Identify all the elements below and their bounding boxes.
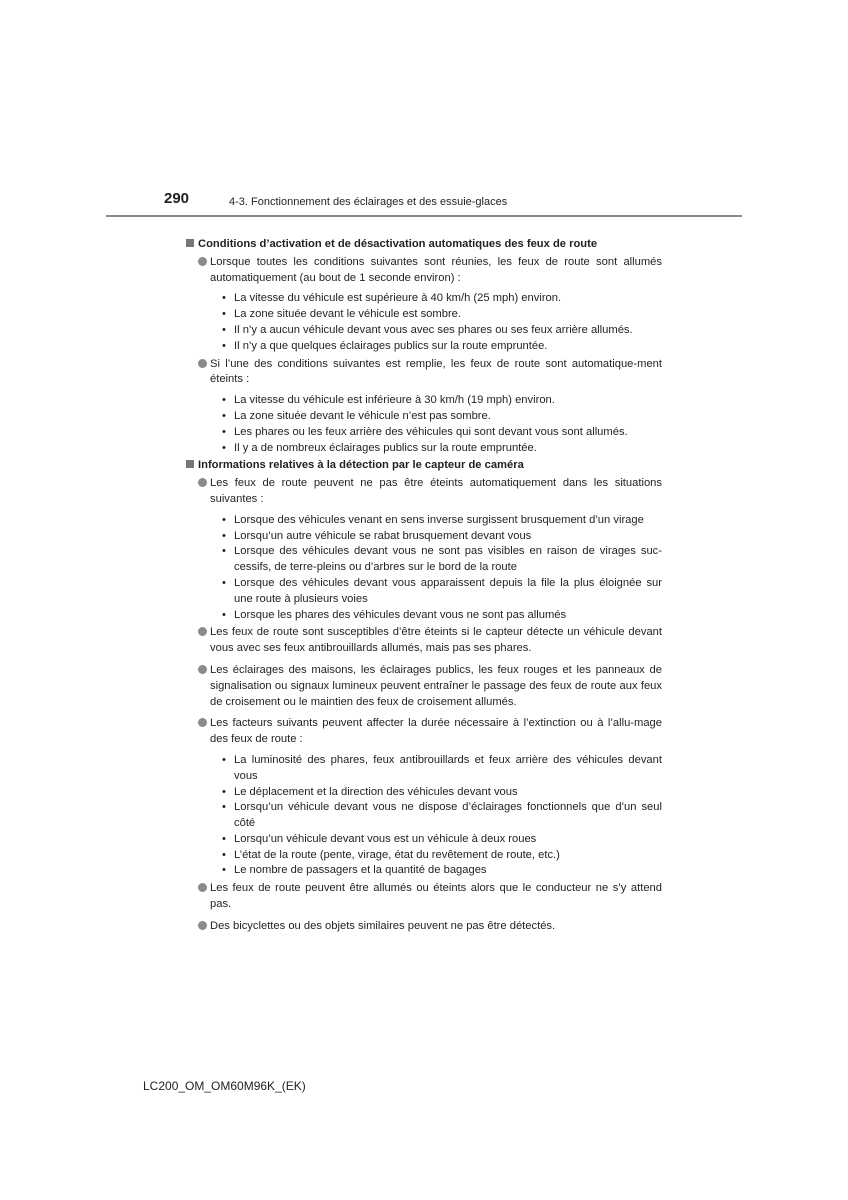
circle-bullet-icon (198, 257, 207, 266)
dot-bullet-icon: • (222, 545, 226, 558)
dot-bullet-icon: • (222, 753, 226, 766)
bullet-item (186, 663, 662, 710)
section-heading (186, 237, 662, 253)
sub-list-item (222, 307, 662, 323)
bullet-text: Lorsque toutes les conditions suivantes sont réunies, les feux de route sont allumés automatiquement (au bout de 1 seconde environ) : (210, 255, 662, 284)
dot-bullet-icon: • (222, 339, 226, 352)
dot-bullet-icon: • (222, 529, 226, 542)
dot-bullet-icon: • (222, 513, 226, 526)
dot-bullet-icon: • (222, 864, 226, 877)
bullet-item (186, 625, 662, 657)
dot-bullet-icon: • (222, 785, 226, 798)
dot-bullet-icon: • (222, 832, 226, 845)
bullet-text: Les feux de route peuvent être allumés ou éteints alors que le conducteur ne s’y attend pas. (210, 882, 662, 911)
circle-bullet-icon (198, 627, 207, 636)
sub-list-item (222, 291, 662, 307)
sub-list-item (222, 576, 662, 608)
bullet-item (186, 919, 662, 935)
chapter-title: 4-3. Fonctionnement des éclairages et des essuie-glaces (229, 196, 508, 208)
sub-list-text: Lorsqu’un véhicule devant vous est un véhicule à deux roues (234, 832, 537, 845)
circle-bullet-icon (198, 478, 207, 487)
sub-list (186, 393, 662, 456)
dot-bullet-icon: • (222, 576, 226, 589)
circle-bullet-icon (198, 359, 207, 368)
dot-bullet-icon: • (222, 323, 226, 336)
bullet-text: Les éclairages des maisons, les éclairages publics, les feux rouges et les panneaux de signalisation ou signaux lumineux peuvent entraîner le passage des feux de route aux feux de croisement ou le maintien des feux de croisement allumés. (210, 663, 662, 708)
sub-list-item (222, 425, 662, 441)
dot-bullet-icon: • (222, 308, 226, 321)
sub-list-text: Lorsque des véhicules venant en sens inverse surgissent brusquement d’un virage (234, 513, 644, 526)
dot-bullet-icon: • (222, 608, 226, 621)
sub-list-item (222, 544, 662, 576)
sub-list-text: Lorsque des véhicules devant vous ne sont pas visibles en raison de virages suc-cessifs, de terre-pleins ou d’arbres sur le bord de la route (234, 545, 662, 574)
dot-bullet-icon: • (222, 801, 226, 814)
circle-bullet-icon (198, 665, 207, 674)
bullet-item (186, 716, 662, 748)
section-heading (186, 458, 662, 474)
sub-list-text: Lorsqu’un autre véhicule se rabat brusquement devant vous (234, 529, 532, 542)
sub-list-item (222, 848, 662, 864)
bullet-text: Les facteurs suivants peuvent affecter la durée nécessaire à l’extinction ou à l’allu-mage des feux de route : (210, 717, 662, 746)
sub-list (186, 513, 662, 624)
document-body (186, 237, 662, 939)
sub-list-item (222, 863, 662, 879)
dot-bullet-icon: • (222, 441, 226, 454)
sub-list-text: La zone située devant le véhicule est sombre. (234, 308, 461, 321)
sub-list-text: Lorsqu’un véhicule devant vous ne dispose d’éclairages fonctionnels que d’un seul côté (234, 801, 662, 830)
sub-list (186, 291, 662, 354)
dot-bullet-icon: • (222, 425, 226, 438)
sub-list-text: L’état de la route (pente, virage, état du revêtement de route, etc.) (234, 848, 560, 861)
square-bullet-icon (186, 239, 194, 247)
sub-list-text: Il n’y a aucun véhicule devant vous avec ses phares ou ses feux arrière allumés. (234, 323, 633, 336)
sub-list-item (222, 608, 662, 624)
sub-list-text: Il n’y a que quelques éclairages publics sur la route empruntée. (234, 339, 548, 352)
bullet-item (186, 881, 662, 913)
sub-list-item (222, 800, 662, 832)
sub-list-text: Il y a de nombreux éclairages publics sur la route empruntée. (234, 441, 537, 454)
section-heading-text: Informations relatives à la détection par le capteur de caméra (198, 459, 524, 472)
bullet-item (186, 357, 662, 389)
sub-list-item (222, 339, 662, 355)
circle-bullet-icon (198, 921, 207, 930)
sub-list-text: Le déplacement et la direction des véhicules devant vous (234, 785, 518, 798)
sub-list-text: La luminosité des phares, feux antibrouillards et feux arrière des véhicules devant vous (234, 753, 662, 782)
bullet-text: Des bicyclettes ou des objets similaires peuvent ne pas être détectés. (210, 919, 556, 932)
sub-list-text: La zone située devant le véhicule n’est pas sombre. (234, 409, 491, 422)
bullet-item (186, 476, 662, 508)
sub-list (186, 753, 662, 879)
dot-bullet-icon: • (222, 848, 226, 861)
sub-list-text: Le nombre de passagers et la quantité de bagages (234, 864, 487, 877)
circle-bullet-icon (198, 883, 207, 892)
dot-bullet-icon: • (222, 409, 226, 422)
sub-list-item (222, 323, 662, 339)
spacer (186, 657, 662, 661)
spacer (186, 913, 662, 917)
spacer (186, 935, 662, 939)
bullet-text: Les feux de route peuvent ne pas être éteints automatiquement dans les situations suivantes : (210, 477, 662, 505)
bullet-item (186, 255, 662, 287)
dot-bullet-icon: • (222, 394, 226, 407)
bullet-text: Si l’une des conditions suivantes est remplie, les feux de route sont automatique-ment éteints : (210, 357, 662, 386)
dot-bullet-icon: • (222, 292, 226, 305)
sub-list-text: La vitesse du véhicule est supérieure à 40 km/h (25 mph) environ. (234, 292, 562, 305)
manual-code: LC200_OM_OM60M96K_(EK) (143, 1079, 306, 1093)
sub-list-item (222, 513, 662, 529)
sub-list-item (222, 393, 662, 409)
sub-list-item (222, 832, 662, 848)
sub-list-text: Lorsque les phares des véhicules devant vous ne sont pas allumés (234, 608, 567, 621)
header-divider (106, 215, 742, 217)
sub-list-item (222, 441, 662, 457)
bullet-text: Les feux de route sont susceptibles d’être éteints si le capteur détecte un véhicule devant vous avec ses feux antibrouillards allumés, mais pas ses phares. (210, 626, 662, 655)
section-heading-text: Conditions d’activation et de désactivation automatiques des feux de route (198, 238, 598, 250)
sub-list-item (222, 785, 662, 801)
sub-list-text: Lorsque des véhicules devant vous apparaissent depuis la file la plus éloignée sur une route à plusieurs voies (234, 576, 662, 605)
square-bullet-icon (186, 460, 194, 468)
page-number: 290 (164, 190, 190, 207)
circle-bullet-icon (198, 718, 207, 727)
sub-list-text: La vitesse du véhicule est inférieure à 30 km/h (19 mph) environ. (234, 394, 555, 407)
sub-list-item (222, 753, 662, 785)
sub-list-text: Les phares ou les feux arrière des véhicules qui sont devant vous sont allumés. (234, 425, 628, 438)
sub-list-item (222, 409, 662, 425)
sub-list-item (222, 529, 662, 545)
spacer (186, 710, 662, 714)
